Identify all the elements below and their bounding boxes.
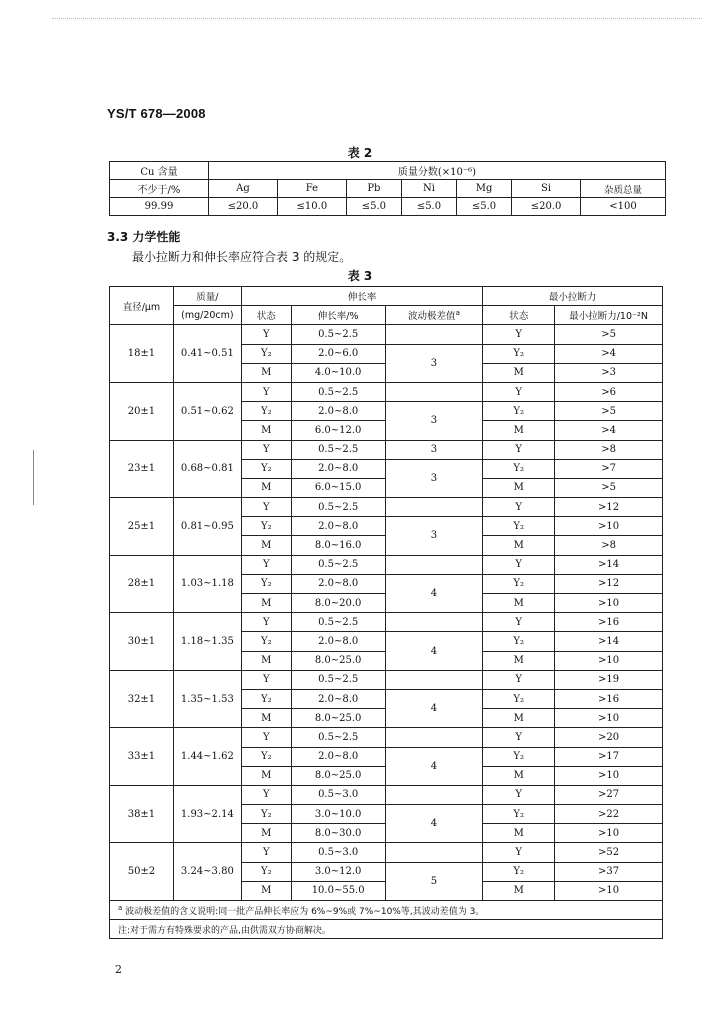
state-cell: Y₂ — [241, 632, 291, 651]
state-cell: Y₂ — [241, 517, 291, 536]
state-cell: Y₂ — [241, 805, 291, 824]
fluct-cell: 3 — [385, 344, 483, 382]
state-cell: Y₂ — [241, 459, 291, 478]
fluct-cell — [385, 670, 483, 689]
elongation-cell: 4.0~10.0 — [291, 363, 385, 382]
state-cell: Y₂ — [241, 402, 291, 421]
fluct-cell: 3 — [385, 402, 483, 440]
force-cell: >14 — [555, 555, 663, 574]
table2 — [109, 161, 666, 216]
mass-cell: 3.24~3.80 — [173, 843, 241, 901]
force-cell: >10 — [555, 517, 663, 536]
table2-col-header: Si — [512, 180, 581, 198]
fluct-cell: 4 — [385, 747, 483, 785]
elongation-cell: 0.5~2.5 — [291, 325, 385, 344]
diameter-cell: 30±1 — [110, 613, 174, 671]
state-cell: M — [241, 536, 291, 555]
diameter-cell: 32±1 — [110, 670, 174, 728]
state-cell: Y — [241, 843, 291, 862]
state2-cell: Y₂ — [483, 805, 555, 824]
force-cell: >6 — [555, 382, 663, 401]
elongation-cell: 2.0~8.0 — [291, 747, 385, 766]
table2-cell: ≤5.0 — [457, 198, 512, 216]
state2-cell: Y — [483, 555, 555, 574]
table3-note: 注:对于需方有特殊要求的产品,由供需双方协商解决。 — [110, 920, 663, 939]
table-row — [110, 382, 663, 401]
state-cell: M — [241, 421, 291, 440]
mass-cell: 0.51~0.62 — [173, 382, 241, 440]
state2-cell: Y₂ — [483, 747, 555, 766]
state2-cell: Y₂ — [483, 632, 555, 651]
section-heading: 3.3 力学性能 — [107, 230, 181, 244]
table2-cu-value: 99.99 — [110, 198, 209, 216]
table3-min-force-header: 最小拉断力 — [483, 287, 663, 306]
force-cell: >10 — [555, 651, 663, 670]
elongation-cell: 8.0~25.0 — [291, 709, 385, 728]
table3 — [109, 286, 663, 939]
state-cell: Y₂ — [241, 344, 291, 363]
fluct-cell: 5 — [385, 862, 483, 900]
elongation-cell: 0.5~2.5 — [291, 555, 385, 574]
fluct-cell — [385, 785, 483, 804]
state2-cell: Y₂ — [483, 574, 555, 593]
table2-cell: ≤10.0 — [277, 198, 346, 216]
state-cell: M — [241, 363, 291, 382]
table3-fluct-header: 波动极差值$^a$ — [385, 306, 483, 325]
table-row — [110, 613, 663, 632]
force-cell: >8 — [555, 440, 663, 459]
table3-diameter-header: 直径/μm — [110, 287, 174, 325]
state2-cell: M — [483, 709, 555, 728]
elongation-cell: 0.5~3.0 — [291, 843, 385, 862]
elongation-cell: 8.0~30.0 — [291, 824, 385, 843]
state2-cell: Y — [483, 728, 555, 747]
state-cell: Y₂ — [241, 862, 291, 881]
diameter-cell: 33±1 — [110, 728, 174, 786]
table3-state2-header: 状态 — [483, 306, 555, 325]
table3-caption: 表 3 — [347, 269, 373, 283]
state-cell: M — [241, 478, 291, 497]
table2-caption: 表 2 — [347, 146, 373, 160]
elongation-cell: 2.0~6.0 — [291, 344, 385, 363]
fluct-cell — [385, 728, 483, 747]
state2-cell: Y₂ — [483, 517, 555, 536]
elongation-cell: 3.0~12.0 — [291, 862, 385, 881]
table3-elongation-pct-header: 伸长率/% — [291, 306, 385, 325]
table3-force-header: 最小拉断力/10⁻²N — [555, 306, 663, 325]
section-paragraph: 最小拉断力和伸长率应符合表 3 的规定。 — [132, 250, 352, 264]
state2-cell: M — [483, 478, 555, 497]
table-row — [110, 440, 663, 459]
table2-cell: ≤20.0 — [512, 198, 581, 216]
elongation-cell: 8.0~25.0 — [291, 766, 385, 785]
force-cell: >5 — [555, 325, 663, 344]
elongation-cell: 0.5~2.5 — [291, 670, 385, 689]
diameter-cell: 38±1 — [110, 785, 174, 843]
state2-cell: Y — [483, 440, 555, 459]
state2-cell: Y — [483, 843, 555, 862]
state-cell: Y — [241, 613, 291, 632]
state2-cell: Y — [483, 785, 555, 804]
state-cell: Y₂ — [241, 689, 291, 708]
force-cell: >3 — [555, 363, 663, 382]
elongation-cell: 0.5~2.5 — [291, 382, 385, 401]
diameter-cell: 25±1 — [110, 498, 174, 556]
force-cell: >5 — [555, 478, 663, 497]
force-cell: >16 — [555, 613, 663, 632]
mass-cell: 1.18~1.35 — [173, 613, 241, 671]
elongation-cell: 0.5~3.0 — [291, 785, 385, 804]
fluct-cell: 3 — [385, 459, 483, 497]
elongation-cell: 0.5~2.5 — [291, 440, 385, 459]
state2-cell: M — [483, 363, 555, 382]
state-cell: Y — [241, 728, 291, 747]
mass-cell: 1.35~1.53 — [173, 670, 241, 728]
state2-cell: Y₂ — [483, 459, 555, 478]
elongation-cell: 2.0~8.0 — [291, 574, 385, 593]
force-cell: >10 — [555, 824, 663, 843]
force-cell: >10 — [555, 766, 663, 785]
table2-cell: ≤5.0 — [346, 198, 401, 216]
table3-footnote: $^a$ 波动极差值的含义说明:同一批产品伸长率应为 6%~9%或 7%~10%等,其波动差值为 3。 — [110, 901, 663, 920]
force-cell: >17 — [555, 747, 663, 766]
elongation-cell: 2.0~8.0 — [291, 402, 385, 421]
elongation-cell: 2.0~8.0 — [291, 517, 385, 536]
diameter-cell: 18±1 — [110, 325, 174, 383]
force-cell: >19 — [555, 670, 663, 689]
mass-cell: 0.81~0.95 — [173, 498, 241, 556]
table2-cu-header: Cu 含量 — [110, 162, 209, 180]
force-cell: >8 — [555, 536, 663, 555]
mass-cell: 0.68~0.81 — [173, 440, 241, 498]
state2-cell: Y — [483, 325, 555, 344]
force-cell: >7 — [555, 459, 663, 478]
force-cell: >12 — [555, 574, 663, 593]
state-cell: Y₂ — [241, 574, 291, 593]
fluct-cell — [385, 555, 483, 574]
state-cell: M — [241, 594, 291, 613]
state2-cell: M — [483, 421, 555, 440]
state2-cell: M — [483, 824, 555, 843]
state-cell: Y₂ — [241, 747, 291, 766]
elongation-cell: 10.0~55.0 — [291, 881, 385, 900]
force-cell: >12 — [555, 498, 663, 517]
state2-cell: M — [483, 651, 555, 670]
state2-cell: Y — [483, 613, 555, 632]
standard-number: YS/T 678—2008 — [107, 106, 206, 121]
state2-cell: Y₂ — [483, 689, 555, 708]
force-cell: >10 — [555, 709, 663, 728]
elongation-cell: 6.0~12.0 — [291, 421, 385, 440]
mass-cell: 1.03~1.18 — [173, 555, 241, 613]
state-cell: Y — [241, 382, 291, 401]
scan-margin-mark — [33, 450, 34, 505]
elongation-cell: 6.0~15.0 — [291, 478, 385, 497]
state2-cell: Y₂ — [483, 402, 555, 421]
table2-col-header: Ni — [401, 180, 456, 198]
fluct-cell — [385, 382, 483, 401]
mass-cell: 1.44~1.62 — [173, 728, 241, 786]
state2-cell: Y — [483, 382, 555, 401]
elongation-cell: 3.0~10.0 — [291, 805, 385, 824]
fluct-cell — [385, 325, 483, 344]
state2-cell: Y₂ — [483, 344, 555, 363]
state-cell: M — [241, 881, 291, 900]
elongation-cell: 8.0~20.0 — [291, 594, 385, 613]
diameter-cell: 23±1 — [110, 440, 174, 498]
fluct-cell: 4 — [385, 805, 483, 843]
elongation-cell: 0.5~2.5 — [291, 613, 385, 632]
state2-cell: Y — [483, 670, 555, 689]
table3-state-header: 状态 — [241, 306, 291, 325]
force-cell: >52 — [555, 843, 663, 862]
table3-elongation-header: 伸长率 — [241, 287, 482, 306]
state2-cell: Y — [483, 498, 555, 517]
fluct-cell: 3 — [385, 517, 483, 555]
state2-cell: M — [483, 594, 555, 613]
state2-cell: Y₂ — [483, 862, 555, 881]
fluct-cell: 4 — [385, 689, 483, 727]
table2-cell: ≤20.0 — [209, 198, 278, 216]
force-cell: >4 — [555, 344, 663, 363]
mass-cell: 0.41~0.51 — [173, 325, 241, 383]
elongation-cell: 2.0~8.0 — [291, 459, 385, 478]
force-cell: >22 — [555, 805, 663, 824]
scan-edge-line — [52, 18, 702, 19]
table2-col-header: 杂质总量 — [581, 180, 666, 198]
state-cell: Y — [241, 555, 291, 574]
page-number: 2 — [115, 963, 122, 976]
fluct-cell — [385, 613, 483, 632]
state-cell: Y — [241, 670, 291, 689]
state2-cell: M — [483, 766, 555, 785]
elongation-cell: 0.5~2.5 — [291, 498, 385, 517]
elongation-cell: 8.0~16.0 — [291, 536, 385, 555]
table2-mass-fraction-header: 质量分数(×10⁻⁶) — [209, 162, 666, 180]
state-cell: Y — [241, 325, 291, 344]
table-row — [110, 670, 663, 689]
force-cell: >37 — [555, 862, 663, 881]
state2-cell: M — [483, 536, 555, 555]
force-cell: >10 — [555, 594, 663, 613]
force-cell: >10 — [555, 881, 663, 900]
elongation-cell: 2.0~8.0 — [291, 689, 385, 708]
table2-col-header: Pb — [346, 180, 401, 198]
state-cell: M — [241, 651, 291, 670]
fluct-cell: 4 — [385, 574, 483, 612]
table2-cu-header-unit: 不少于/% — [110, 180, 209, 198]
state-cell: Y — [241, 785, 291, 804]
table-row — [110, 498, 663, 517]
fluct-cell — [385, 843, 483, 862]
elongation-cell: 2.0~8.0 — [291, 632, 385, 651]
table2-cell: <100 — [581, 198, 666, 216]
force-cell: >14 — [555, 632, 663, 651]
table-row — [110, 325, 663, 344]
diameter-cell: 50±2 — [110, 843, 174, 901]
table3-mass-header: 质量/ — [173, 287, 241, 306]
table-row — [110, 555, 663, 574]
elongation-cell: 8.0~25.0 — [291, 651, 385, 670]
elongation-cell: 0.5~2.5 — [291, 728, 385, 747]
force-cell: >4 — [555, 421, 663, 440]
force-cell: >27 — [555, 785, 663, 804]
fluct-cell: 4 — [385, 632, 483, 670]
state-cell: M — [241, 766, 291, 785]
state-cell: Y — [241, 440, 291, 459]
table2-col-header: Ag — [209, 180, 278, 198]
force-cell: >5 — [555, 402, 663, 421]
force-cell: >20 — [555, 728, 663, 747]
fluct-cell — [385, 498, 483, 517]
state-cell: M — [241, 709, 291, 728]
table2-cell: ≤5.0 — [401, 198, 456, 216]
diameter-cell: 28±1 — [110, 555, 174, 613]
diameter-cell: 20±1 — [110, 382, 174, 440]
force-cell: >16 — [555, 689, 663, 708]
mass-cell: 1.93~2.14 — [173, 785, 241, 843]
table2-col-header: Mg — [457, 180, 512, 198]
table2-col-header: Fe — [277, 180, 346, 198]
table-row — [110, 843, 663, 862]
state2-cell: M — [483, 881, 555, 900]
state-cell: M — [241, 824, 291, 843]
table3-mass-unit-header: (mg/20cm) — [173, 306, 241, 325]
state-cell: Y — [241, 498, 291, 517]
table-row — [110, 728, 663, 747]
table-row — [110, 785, 663, 804]
fluct-cell: 3 — [385, 440, 483, 459]
